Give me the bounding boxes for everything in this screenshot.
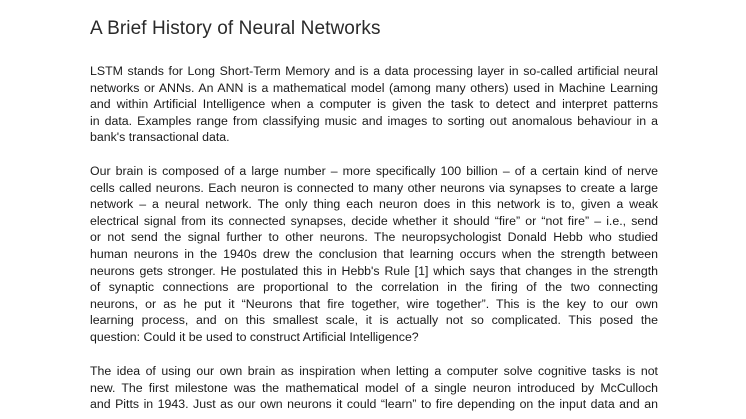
paragraph-brain-inspiration	[90, 363, 658, 413]
document-title: A Brief History of Neural Networks	[90, 18, 381, 39]
text-line: human neurons in the 1940s drew the conclusion that learning occurs when the strength between	[90, 246, 658, 261]
text-line: networks or ANNs. An ANN is a mathematical model (among many others) used in Machine Learning	[90, 80, 658, 95]
text-line: new. The first milestone was the mathematical model of a single neuron introduced by McCulloch	[90, 380, 658, 395]
text-line: The idea of using our own brain as inspiration when letting a computer solve cognitive tasks is not	[90, 364, 658, 378]
text-line: in data. Examples range from classifying music and images to sorting out anomalous behaviour in a	[90, 113, 658, 128]
text-line: neurons gets stronger. He postulated this in Hebb's Rule [1] which says that changes in the strength	[90, 263, 658, 278]
text-line: learning process, and on this smallest scale, it is actually not so complicated. This posed the	[90, 313, 658, 328]
text-line: cells called neurons. Each neuron is connected to many other neurons via synapses to create a large	[90, 180, 658, 195]
text-line: network – a neural network. The only thing each neuron does in this network is to, given a weak	[90, 197, 658, 212]
paragraph-brain-neurons	[90, 163, 658, 346]
text-line: question: Could it be used to construct Artificial Intelligence?	[90, 329, 419, 344]
text-line: and within Artificial Intelligence when a computer is given the task to detect and interpret patterns	[90, 97, 658, 112]
text-line: electrical signal from its connected synapses, decide whether it should “fire” or “not fire” – i.e., send	[90, 213, 658, 228]
text-line: LSTM stands for Long Short-Term Memory and is a data processing layer in so-called artificial neural	[90, 64, 658, 78]
text-line: of synaptic connections are proportional to the correlation in the firing of the two connecting	[90, 280, 658, 295]
text-line: bank's transactional data.	[90, 130, 230, 145]
text-line: neurons, or as he put it “Neurons that fire together, wire together”. This is the key to our own	[90, 296, 658, 311]
paragraph-lstm-intro	[90, 63, 658, 146]
text-line: or not send the signal further to other neurons. The neuropsychologist Donald Hebb who studied	[90, 230, 658, 245]
text-line: Our brain is composed of a large number – more specifically 100 billion – of a certain kind of nerve	[90, 164, 658, 178]
text-line: and Pitts in 1943. Just as our own neurons it could “learn” to fire depending on the input data and an	[90, 397, 658, 412]
